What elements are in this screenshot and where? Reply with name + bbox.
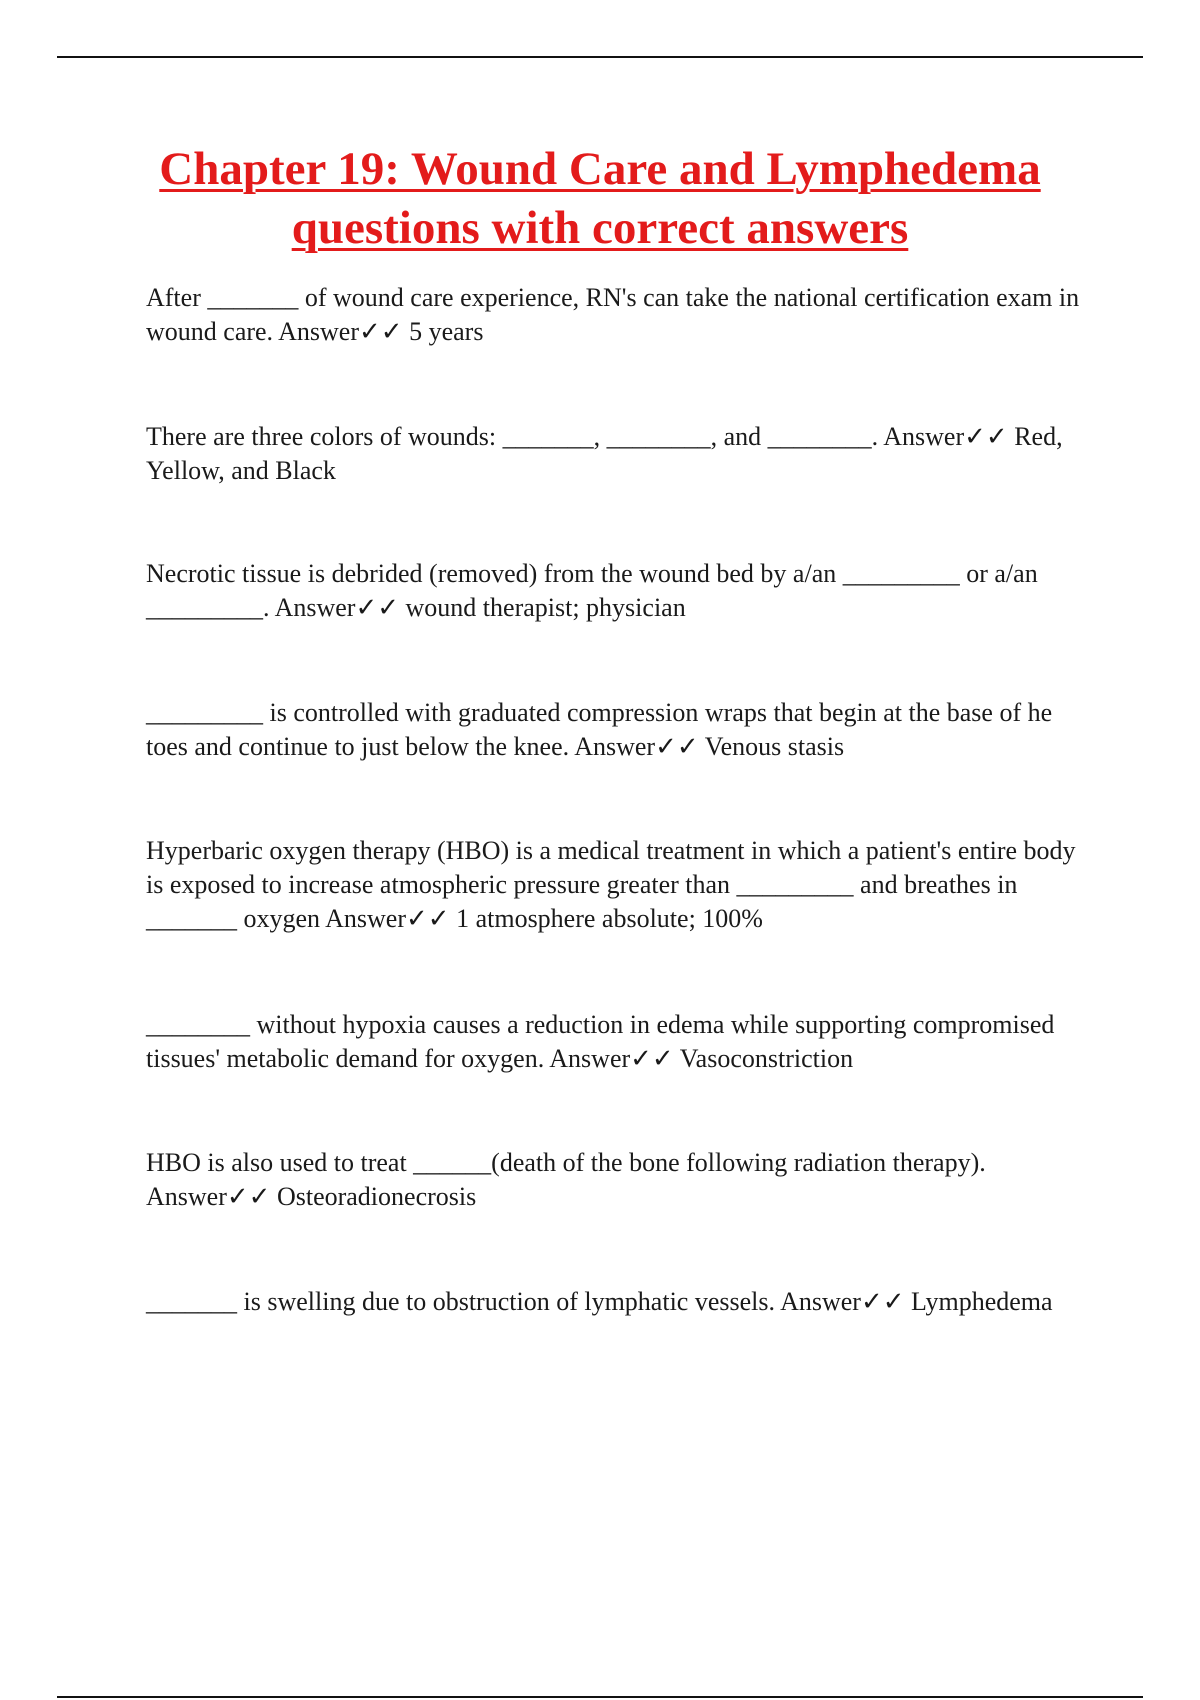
qa-item-5 — [146, 834, 1086, 936]
qa-item-2 — [146, 420, 1086, 488]
qa-item-3 — [146, 557, 1086, 625]
qa-item-7 — [146, 1146, 1086, 1214]
answer-marker: Answer✓✓ — [780, 1287, 905, 1316]
answer-text: Osteoradionecrosis — [276, 1182, 477, 1211]
question-text: Hyperbaric oxygen therapy (HBO) is a medical treatment in which a patient's entire body is exposed to increase atmospheric pressure greater than _________ and breathes in _______ oxygen — [146, 836, 1076, 933]
answer-text: 5 years — [409, 317, 484, 346]
answer-text: wound therapist; physician — [405, 593, 686, 622]
answer-marker: Answer✓✓ — [274, 593, 400, 622]
question-text: ________ without hypoxia causes a reduction in edema while supporting compromised tissues' metabolic demand for oxygen. — [146, 1010, 1055, 1073]
question-text: There are three colors of wounds: _______, ________, and ________. — [146, 422, 879, 451]
question-text: HBO is also used to treat ______(death of the bone following radiation therapy). — [146, 1148, 986, 1177]
bottom-divider — [57, 1696, 1143, 1698]
qa-item-8 — [146, 1285, 1086, 1319]
question-text: Necrotic tissue is debrided (removed) from the wound bed by a/an _________ or a/an _________. — [146, 559, 1038, 622]
question-text: After _______ of wound care experience, RN's can take the national certification exam in wound care. — [146, 283, 1080, 346]
answer-text: Lymphedema — [911, 1287, 1053, 1316]
answer-marker: Answer✓✓ — [883, 422, 1008, 451]
top-divider — [57, 56, 1143, 58]
answer-text: Vasoconstriction — [679, 1044, 854, 1073]
answer-text: Venous stasis — [704, 732, 845, 761]
qa-item-6 — [146, 1008, 1086, 1076]
document-title — [100, 140, 1100, 258]
qa-item-1 — [146, 281, 1086, 349]
answer-marker: Answer✓✓ — [549, 1044, 674, 1073]
question-text: _________ is controlled with graduated compression wraps that begin at the base of he toes and continue to just below the knee. — [146, 698, 1053, 761]
qa-item-4 — [146, 696, 1086, 764]
answer-text: Red, Yellow, and Black — [146, 422, 1063, 485]
answer-text: 1 atmosphere absolute; 100% — [456, 904, 763, 933]
title-line-1: Chapter 19: Wound Care and Lymphedema — [159, 143, 1041, 195]
question-text: _______ is swelling due to obstruction of lymphatic vessels. — [146, 1287, 775, 1316]
title-line-2: questions with correct answers — [291, 202, 909, 254]
answer-marker: Answer✓✓ — [325, 904, 450, 933]
answer-marker: Answer✓✓ — [146, 1182, 271, 1211]
answer-marker: Answer✓✓ — [278, 317, 403, 346]
answer-marker: Answer✓✓ — [574, 732, 699, 761]
